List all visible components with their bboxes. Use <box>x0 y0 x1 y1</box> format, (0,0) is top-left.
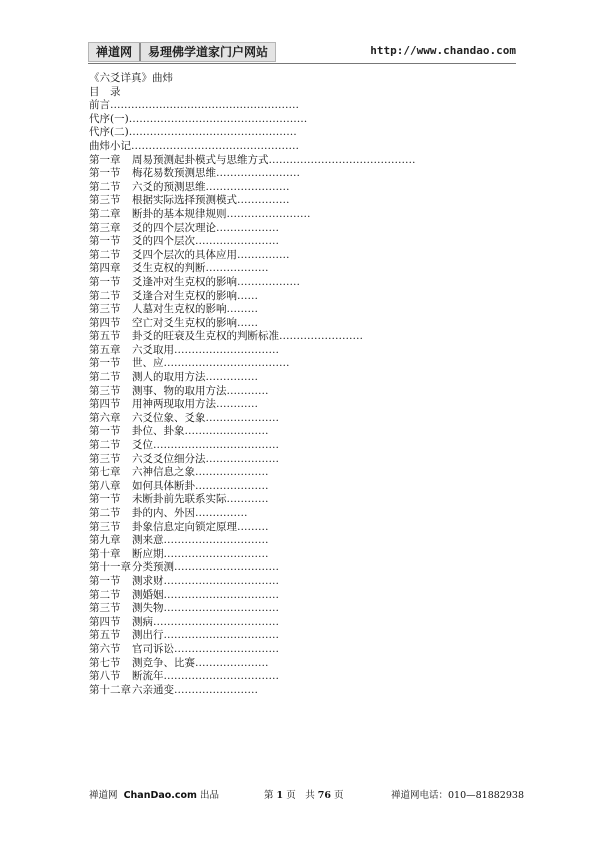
toc-entry[interactable] <box>89 290 509 304</box>
toc-entry-title: 断卦的基本规律规则 <box>132 207 227 220</box>
toc-entry-label: 第一节 <box>89 493 121 506</box>
toc-entry-title: 断应期 <box>132 547 164 560</box>
toc-entry[interactable] <box>89 493 509 507</box>
toc-entry[interactable] <box>89 616 509 630</box>
toc-entry[interactable] <box>89 643 509 657</box>
toc-entry-label: 第二节 <box>89 507 121 519</box>
toc-entry-label: 第五节 <box>89 330 121 343</box>
toc-entry-leader-dots: ………………………… <box>174 561 279 574</box>
toc-entry-label: 第二节 <box>89 289 121 302</box>
toc-entry-leader-dots: ………………… <box>205 411 279 424</box>
toc-entry-leader-dots: …………… <box>195 507 248 519</box>
toc-entry-leader-dots: ……………… <box>205 262 269 275</box>
toc-entry-title: 世、应 <box>132 357 164 370</box>
toc-entry-leader-dots: ……………………………… <box>153 615 279 628</box>
toc-entry-leader-dots: ……… <box>237 520 269 533</box>
toc-entry-title: 测病 <box>132 615 153 628</box>
toc-entry[interactable] <box>89 126 509 140</box>
toc-entry-label: 第三节 <box>89 194 121 207</box>
toc-entry[interactable] <box>89 657 509 671</box>
toc-entry-label: 第九章 <box>89 534 121 547</box>
toc-entry-title: 爻生克权的判断 <box>132 262 206 275</box>
toc-entry-label: 第一节 <box>89 167 121 180</box>
toc-entry-label: 第三节 <box>89 452 121 465</box>
footer-publisher <box>89 787 219 801</box>
toc-entry[interactable] <box>89 99 509 113</box>
footer-phone: 禅道网电话：010—81882938 <box>391 790 524 801</box>
toc-entry[interactable] <box>89 453 509 467</box>
toc-entry-leader-dots: ………… <box>226 493 269 506</box>
toc-entry-leader-dots: ………………………………………… <box>128 126 297 139</box>
toc-entry-label: 第五章 <box>89 343 121 356</box>
toc-entry[interactable] <box>89 480 509 494</box>
toc-entry[interactable] <box>89 385 509 399</box>
toc-entry-label: 代序(一) <box>89 112 129 125</box>
toc-entry-leader-dots: ………………………… <box>174 642 279 655</box>
toc-entry-title: 测求财 <box>132 574 164 587</box>
toc-entry-title: 爻逢合对生克权的影响 <box>132 289 237 302</box>
toc-entry-title: 卦爻的旺衰及生克权的判断标准 <box>132 330 279 343</box>
toc-entry-leader-dots: …………………… <box>174 683 258 696</box>
toc-entry-label: 第一节 <box>89 425 121 438</box>
toc-entry[interactable] <box>89 344 509 358</box>
toc-entry-leader-dots: …………… <box>237 194 290 207</box>
toc-entry-title: 测竞争、比赛 <box>132 656 195 669</box>
toc-entry-label: 第五节 <box>89 629 121 642</box>
toc-entry-title: 卦位、卦象 <box>132 425 185 438</box>
toc-entry[interactable] <box>89 154 509 168</box>
toc-entry-title: 卦象信息定向锁定原理 <box>132 520 237 533</box>
logo-slogan: 易理佛学道家门户网站 <box>148 45 269 59</box>
toc-entry-label: 第四章 <box>89 262 121 275</box>
toc-entry[interactable] <box>89 534 509 548</box>
toc-entry[interactable] <box>89 629 509 643</box>
toc-entry-label: 第三节 <box>89 520 121 533</box>
toc-entry-label: 第二章 <box>89 207 121 220</box>
toc-entry-leader-dots: ……… <box>226 303 258 316</box>
toc-entry-title: 官司诉讼 <box>132 642 174 655</box>
toc-entry-label: 第三节 <box>89 384 121 397</box>
toc-entry-title: 爻逢冲对生克权的影响 <box>132 275 237 288</box>
toc-entry[interactable] <box>89 425 509 439</box>
toc-entry-label: 第二节 <box>89 588 121 601</box>
toc-entry-leader-dots: …………………… <box>205 180 290 193</box>
toc-entry-leader-dots: ………………………………………… <box>131 139 299 152</box>
toc-entry-title: 爻的四个层次理论 <box>132 221 216 234</box>
toc-entry-title: 六爻爻位细分法 <box>132 452 206 465</box>
toc-entry-leader-dots: …… <box>237 289 258 302</box>
toc-entry-leader-dots: ………………………… <box>163 547 269 560</box>
toc-entry[interactable] <box>89 181 509 195</box>
toc-entry[interactable] <box>89 548 509 562</box>
toc-list <box>89 99 509 697</box>
toc-entry[interactable] <box>89 684 509 698</box>
site-url-link[interactable]: http://www.chandao.com <box>370 44 516 57</box>
toc-entry-leader-dots: ………… <box>226 384 269 397</box>
page-total: 76 <box>317 790 331 801</box>
toc-entry[interactable] <box>89 466 509 480</box>
toc-entry-label: 第三章 <box>89 221 121 234</box>
toc-entry-leader-dots: ……………………………… <box>153 439 279 452</box>
toc-entry-title: 六爻位象、爻象 <box>132 411 206 424</box>
toc-entry-label: 第一节 <box>89 275 121 288</box>
toc-entry-label: 第十二章 <box>89 683 131 696</box>
toc-entry-label: 第三节 <box>89 303 121 316</box>
toc-entry-title: 测人的取用方法 <box>132 371 206 384</box>
toc-entry-title: 人墓对生克权的影响 <box>132 303 227 316</box>
toc-entry-leader-dots: …………………… <box>226 207 311 220</box>
toc-entry-label: 第八节 <box>89 670 121 683</box>
toc-entry[interactable] <box>89 317 509 331</box>
footer-brand[interactable]: ChanDao.com <box>123 790 197 801</box>
toc-entry[interactable] <box>89 602 509 616</box>
toc-entry-leader-dots: ………………… <box>195 656 269 669</box>
toc-entry-title: 分类预测 <box>132 561 174 574</box>
toc-entry-title: 空亡对爻生克权的影响 <box>132 316 237 329</box>
toc-entry-leader-dots: …………………………… <box>163 574 279 587</box>
toc-entry-leader-dots: …………… <box>237 248 290 261</box>
toc-entry-leader-dots: ………………… <box>195 479 269 492</box>
toc-entry-title: 卦的内、外因 <box>132 507 195 519</box>
toc-entry-title: 用神两现取用方法 <box>132 398 216 411</box>
toc-entry-leader-dots: …… <box>237 316 258 329</box>
toc-entry-leader-dots: ……………… <box>216 221 279 234</box>
toc-entry-label: 第四节 <box>89 316 121 329</box>
toc-entry-title: 六亲通变 <box>132 683 174 696</box>
toc-entry-label: 第四节 <box>89 398 121 411</box>
toc-entry-label: 第一章 <box>89 153 121 166</box>
toc-entry[interactable] <box>89 262 509 276</box>
toc-entry-title: 爻的四个层次 <box>132 235 195 248</box>
toc-entry-label: 第一节 <box>89 357 121 370</box>
toc-content <box>89 72 509 697</box>
toc-entry-label: 曲炜小记 <box>89 139 131 152</box>
toc-entry-title: 梅花易数预测思维 <box>132 167 216 180</box>
toc-entry-label: 代序(二) <box>89 126 129 139</box>
toc-entry-label: 第六节 <box>89 642 121 655</box>
toc-entry[interactable] <box>89 670 509 684</box>
toc-entry-title: 测出行 <box>132 629 164 642</box>
toc-entry-title: 根据实际选择预测模式 <box>132 194 237 207</box>
toc-entry-label: 第二节 <box>89 248 121 261</box>
toc-entry[interactable] <box>89 167 509 181</box>
toc-entry-leader-dots: ……………………………………………… <box>110 99 299 112</box>
toc-entry-leader-dots: …………………………………………… <box>128 112 308 125</box>
toc-entry-label: 第二节 <box>89 371 121 384</box>
toc-entry-label: 第三节 <box>89 602 121 615</box>
toc-entry-leader-dots: …………………… <box>184 425 269 438</box>
logo-chandao: 禅道网 <box>96 45 133 59</box>
book-title: 《六爻详真》曲炜 <box>89 72 173 84</box>
toc-entry[interactable] <box>89 507 509 521</box>
toc-entry-title: 周易预测起卦模式与思维方式 <box>132 153 269 166</box>
toc-entry-leader-dots: …………………… <box>279 330 363 343</box>
page-prefix: 第 <box>264 790 274 801</box>
toc-entry[interactable] <box>89 249 509 263</box>
toc-entry[interactable] <box>89 589 509 603</box>
page-suffix: 页 <box>334 790 344 801</box>
toc-entry-title: 未断卦前先联系实际 <box>132 493 227 506</box>
toc-entry-label: 第七节 <box>89 656 121 669</box>
toc-entry[interactable] <box>89 303 509 317</box>
toc-entry[interactable] <box>89 113 509 127</box>
toc-entry-title: 测失物 <box>132 602 164 615</box>
toc-entry-leader-dots: ………………… <box>195 466 269 479</box>
toc-entry-leader-dots: ……………………………… <box>163 357 290 370</box>
toc-entry-title: 六神信息之象 <box>132 466 195 479</box>
toc-entry-leader-dots: ………………… <box>205 452 279 465</box>
toc-entry-title: 爻位 <box>132 439 153 452</box>
toc-entry-title: 测来意 <box>132 534 164 547</box>
toc-entry-label: 前言 <box>89 99 110 112</box>
toc-entry[interactable] <box>89 357 509 371</box>
toc-entry-leader-dots: …………………………………… <box>268 153 416 166</box>
toc-entry-label: 第十一章 <box>89 561 131 574</box>
toc-entry[interactable] <box>89 412 509 426</box>
footer-publisher-suffix: 出品 <box>200 790 220 801</box>
page-footer <box>89 787 529 801</box>
toc-entry-title: 爻四个层次的具体应用 <box>132 248 237 261</box>
footer-page-number <box>264 787 344 801</box>
toc-entry-leader-dots: …………… <box>205 371 258 384</box>
toc-entry[interactable] <box>89 222 509 236</box>
header-divider <box>88 63 516 64</box>
toc-entry-label: 第一节 <box>89 574 121 587</box>
toc-entry-title: 测事、物的取用方法 <box>132 384 227 397</box>
site-logo-banner[interactable] <box>88 42 276 62</box>
toc-entry[interactable] <box>89 330 509 344</box>
toc-entry[interactable] <box>89 575 509 589</box>
page-mid: 页 共 <box>286 790 315 801</box>
toc-entry-leader-dots: …………………………… <box>163 588 279 601</box>
toc-entry-title: 断流年 <box>132 670 164 683</box>
toc-entry-title: 六爻取用 <box>132 343 174 356</box>
toc-entry-leader-dots: …………………… <box>216 167 300 180</box>
toc-entry-label: 第二节 <box>89 439 121 452</box>
toc-entry-label: 第一节 <box>89 235 121 248</box>
toc-entry-label: 第七章 <box>89 466 121 479</box>
toc-entry[interactable] <box>89 521 509 535</box>
toc-entry-label: 第六章 <box>89 411 121 424</box>
toc-entry[interactable] <box>89 439 509 453</box>
toc-heading: 目 录 <box>89 85 121 98</box>
toc-entry-label: 第八章 <box>89 479 121 492</box>
toc-entry-leader-dots: ………………………… <box>174 343 279 356</box>
footer-publisher-prefix: 禅道网 <box>89 790 118 801</box>
toc-entry-title: 如何具体断卦 <box>132 479 195 492</box>
toc-entry-label: 第四节 <box>89 615 121 628</box>
toc-entry-leader-dots: ………………………… <box>163 534 269 547</box>
toc-entry[interactable] <box>89 140 509 154</box>
toc-entry-leader-dots: ……………… <box>237 275 300 288</box>
toc-entry[interactable] <box>89 398 509 412</box>
toc-entry-label: 第二节 <box>89 180 121 193</box>
toc-entry-label: 第十章 <box>89 547 121 560</box>
toc-entry[interactable] <box>89 208 509 222</box>
toc-entry-title: 六爻的预测思维 <box>132 180 206 193</box>
toc-entry[interactable] <box>89 194 509 208</box>
page-current: 1 <box>276 790 284 801</box>
toc-entry[interactable] <box>89 235 509 249</box>
toc-entry-leader-dots: …………………………… <box>163 602 279 615</box>
toc-entry-title: 测婚姻 <box>132 588 164 601</box>
toc-entry[interactable] <box>89 371 509 385</box>
toc-entry[interactable] <box>89 561 509 575</box>
toc-entry-leader-dots: ………… <box>216 398 258 411</box>
toc-entry-leader-dots: …………………………… <box>163 670 279 683</box>
toc-entry[interactable] <box>89 276 509 290</box>
page-header <box>88 42 516 62</box>
toc-entry-leader-dots: …………………… <box>195 235 279 248</box>
toc-entry-leader-dots: …………………………… <box>163 629 279 642</box>
